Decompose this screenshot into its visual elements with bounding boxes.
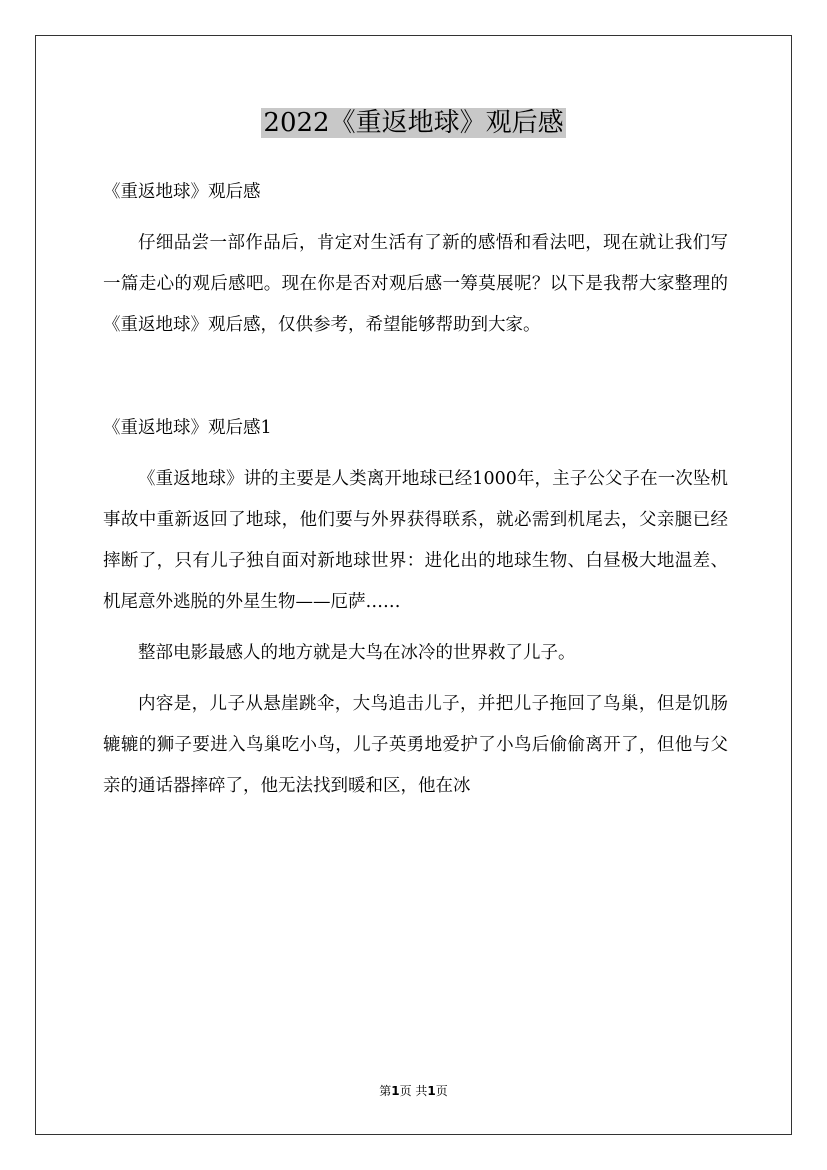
page-footer bbox=[0, 1083, 827, 1099]
footer-page-suffix: 页 bbox=[435, 1084, 448, 1098]
body-paragraph-1: 《重返地球》讲的主要是人类离开地球已经1000年，主子公父子在一次坠机事故中重新返回了地球，他们要与外界获得联系，就必需到机尾去，父亲腿已经摔断了，只有儿子独自面对新地球世界：进化出的地球生物、白昼极大地温差、机尾意外逃脱的外星生物——厄萨…… bbox=[103, 469, 728, 612]
intro-paragraph: 仔细品尝一部作品后，肯定对生活有了新的感悟和看法吧，现在就让我们写一篇走心的观后感吧。现在你是否对观后感一筹莫展呢？以下是我帮大家整理的《重返地球》观后感，仅供参考，希望能够帮助到大家。 bbox=[103, 233, 728, 335]
document-title bbox=[0, 103, 827, 143]
document-subtitle: 《重返地球》观后感 bbox=[103, 182, 261, 202]
spacer bbox=[103, 213, 728, 223]
spacer bbox=[103, 674, 728, 684]
document-body bbox=[103, 172, 728, 807]
document-title-text: 2022《重返地球》观后感 bbox=[263, 108, 564, 138]
section-heading: 《重返地球》观后感1 bbox=[103, 418, 272, 438]
body-paragraph-2: 整部电影最感人的地方就是大鸟在冰冷的世界救了儿子。 bbox=[138, 643, 576, 663]
spacer bbox=[103, 449, 728, 459]
footer-page-prefix: 第 bbox=[379, 1084, 392, 1098]
footer-page-current: 1 bbox=[391, 1084, 400, 1098]
body-paragraph-3: 内容是，儿子从悬崖跳伞，大鸟追击儿子，并把儿子拖回了鸟巢，但是饥肠辘辘的狮子要进入鸟巢吃小鸟，儿子英勇地爱护了小鸟后偷偷离开了，但他与父亲的通话器摔碎了，他无法找到暖和区，他在冰 bbox=[103, 694, 728, 796]
footer-page-mid: 页 共 bbox=[399, 1084, 428, 1098]
footer-page-total: 1 bbox=[427, 1084, 436, 1098]
spacer bbox=[103, 346, 728, 408]
spacer bbox=[103, 623, 728, 633]
